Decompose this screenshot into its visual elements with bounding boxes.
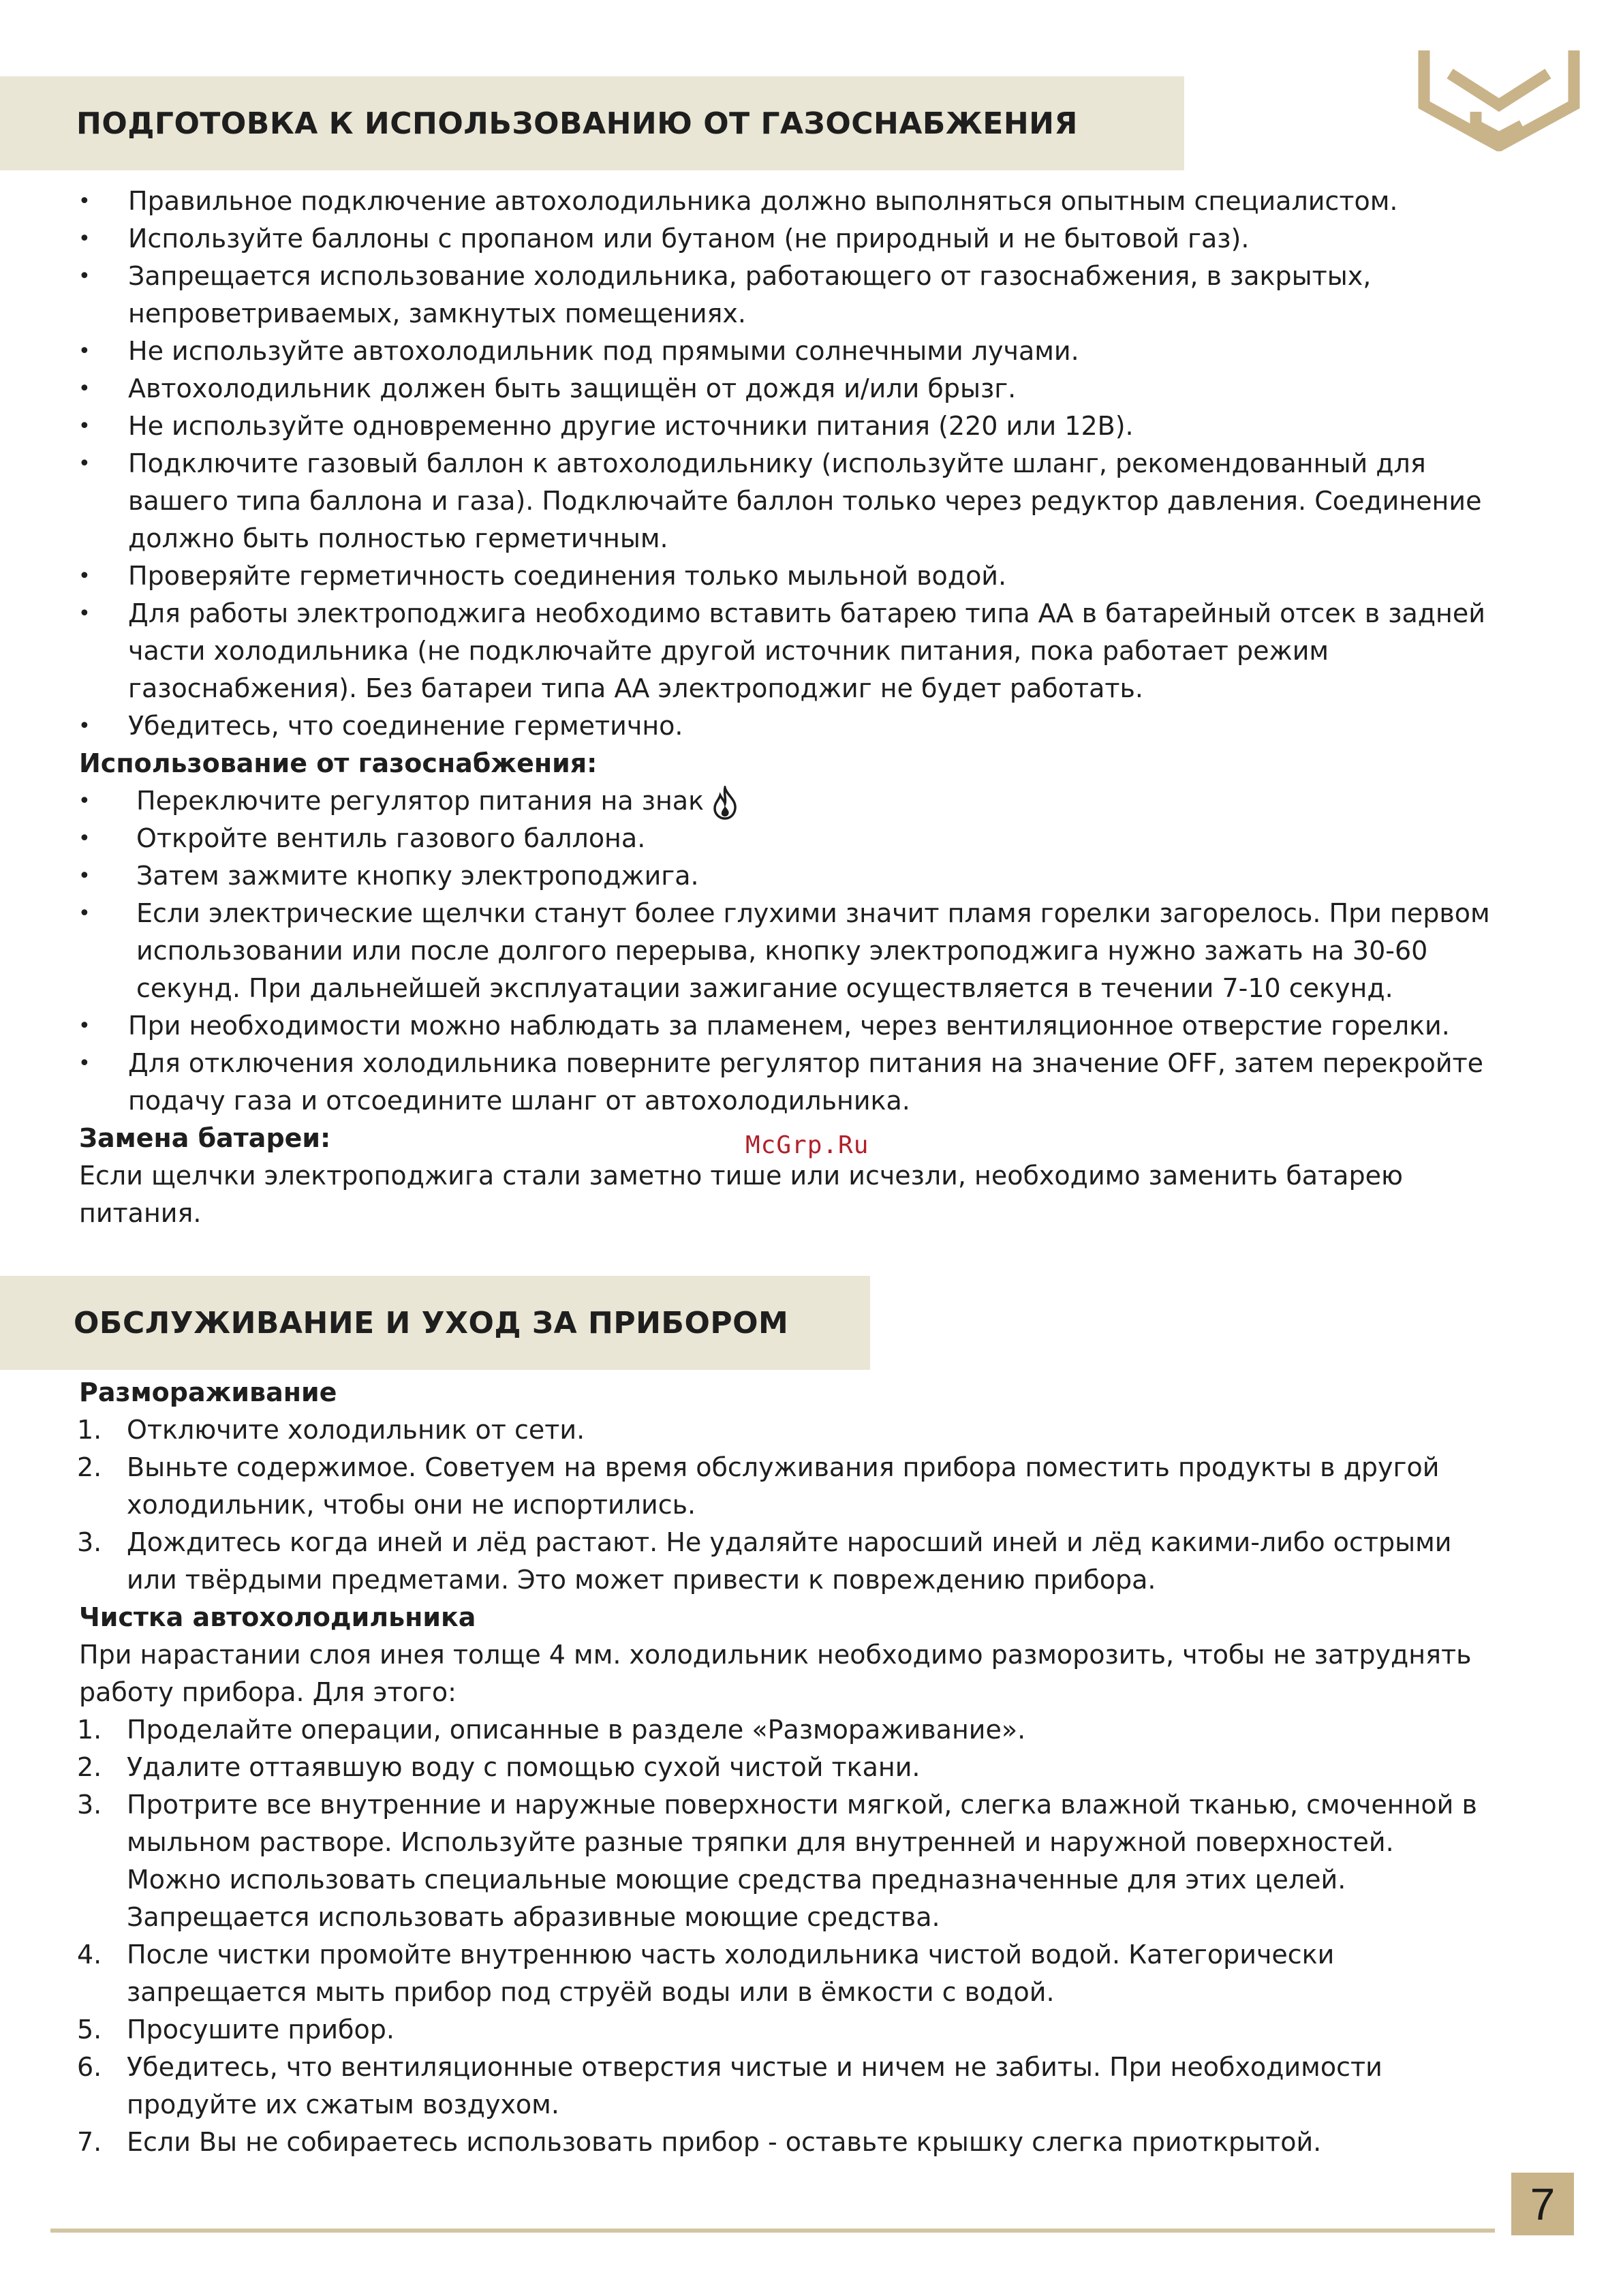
cleaning-step-marker: 1. bbox=[77, 1715, 102, 1745]
defrost-step-text: Дождитесь когда иней и лёд растают. Не удаляйте наросший иней и лёд какими-либо острыми bbox=[127, 1527, 1452, 1557]
cleaning-step-item bbox=[0, 2124, 1623, 2161]
gas-use-bullet-marker: • bbox=[78, 827, 91, 851]
gas-use-bullet-text: Затем зажмите кнопку электроподжига. bbox=[136, 861, 699, 891]
gas-use-bullet-item bbox=[0, 895, 1623, 932]
gas-use-bullet-text: подачу газа и отсоедините шланг от автохолодильника. bbox=[128, 1086, 910, 1116]
defrost-step-text: Отключите холодильник от сети. bbox=[127, 1415, 585, 1445]
gas-prep-bullet-item bbox=[0, 520, 1623, 557]
gas-use-bullet-item bbox=[0, 857, 1623, 895]
gas-prep-bullet-text: непроветриваемых, замкнутых помещениях. bbox=[128, 299, 746, 328]
gas-prep-bullet-text: Правильное подключение автохолодильника должно выполняться опытным специалистом. bbox=[128, 186, 1398, 216]
defrost-step-item bbox=[0, 1561, 1623, 1599]
gas-use-heading bbox=[0, 745, 1623, 782]
defrost-step-item bbox=[0, 1411, 1623, 1449]
brand-logo-icon bbox=[1417, 44, 1581, 151]
cleaning-intro-line: При нарастании слоя инея толще 4 мм. холодильник необходимо разморозить, чтобы не затруднять bbox=[79, 1640, 1472, 1670]
gas-prep-bullet-item bbox=[0, 483, 1623, 520]
gas-prep-bullet-item bbox=[0, 295, 1623, 333]
gas-prep-bullet-text: Проверяйте герметичность соединения только мыльной водой. bbox=[128, 561, 1007, 591]
cleaning-step-text: Просушите прибор. bbox=[127, 2015, 395, 2045]
gas-use-bullet-item bbox=[0, 932, 1623, 970]
gas-prep-bullet-item bbox=[0, 557, 1623, 595]
battery-line: Если щелчки электроподжига стали заметно тише или исчезли, необходимо заменить батарею bbox=[79, 1161, 1403, 1191]
cleaning-intro-line: работу прибора. Для этого: bbox=[79, 1677, 457, 1707]
cleaning-step-item bbox=[0, 2049, 1623, 2086]
cleaning-step-item bbox=[0, 1824, 1623, 1861]
defrost-step-text: холодильник, чтобы они не испортились. bbox=[127, 1490, 696, 1520]
gas-prep-bullet-item bbox=[0, 258, 1623, 295]
cleaning-intro bbox=[0, 1636, 1623, 1674]
gas-use-heading-text: Использование от газоснабжения: bbox=[79, 748, 598, 778]
cleaning-step-marker: 6. bbox=[77, 2052, 102, 2082]
cleaning-step-text: запрещается мыть прибор под струёй воды или в ёмкости с водой. bbox=[127, 1977, 1055, 2007]
gas-use-bullet-marker: • bbox=[78, 1052, 91, 1075]
gas-prep-bullet-text: вашего типа баллона и газа). Подключайте баллон только через редуктор давления. Соединение bbox=[128, 486, 1482, 516]
gas-use-bullet-text: Если электрические щелчки станут более глухими значит пламя горелки загорелось. При первом bbox=[136, 898, 1490, 928]
cleaning-step-text: Удалите оттаявшую воду с помощью сухой чистой ткани. bbox=[127, 1752, 921, 1782]
gas-prep-bullet-text: Для работы электроподжига необходимо вставить батарею типа АА в батарейный отсек в задней bbox=[128, 598, 1485, 628]
gas-prep-bullet-text: Автохолодильник должен быть защищён от дождя и/или брызг. bbox=[128, 373, 1017, 403]
gas-prep-bullet-text: части холодильника (не подключайте другой источник питания, пока работает режим bbox=[128, 636, 1329, 666]
gas-prep-bullet-text: Не используйте одновременно другие источники питания (220 или 12В). bbox=[128, 411, 1134, 441]
gas-use-bullet-item bbox=[0, 782, 1623, 820]
gas-use-bullet-item bbox=[0, 820, 1623, 857]
footer-divider bbox=[50, 2229, 1495, 2233]
cleaning-intro bbox=[0, 1674, 1623, 1711]
gas-prep-bullet-marker: • bbox=[78, 377, 91, 401]
battery-heading-text: Замена батареи: bbox=[79, 1123, 331, 1153]
cleaning-step-item bbox=[0, 1899, 1623, 1936]
gas-prep-bullet-marker: • bbox=[78, 414, 91, 438]
gas-prep-bullet-item bbox=[0, 632, 1623, 670]
watermark: McGrp.Ru bbox=[745, 1131, 869, 1159]
battery-text bbox=[0, 1157, 1623, 1195]
gas-use-bullet-marker: • bbox=[78, 789, 91, 813]
gas-use-bullet-marker: • bbox=[78, 1014, 91, 1038]
defrost-step-text: или твёрдыми предметами. Это может привести к повреждению прибора. bbox=[127, 1565, 1156, 1595]
gas-prep-bullet-text: газоснабжения). Без батареи типа АА электроподжиг не будет работать. bbox=[128, 673, 1143, 703]
gas-use-bullet-text: секунд. При дальнейшей эксплуатации зажигание осуществляется в течении 7-10 секунд. bbox=[136, 973, 1393, 1003]
gas-use-bullet-text: использовании или после долгого перерыва, кнопку электроподжига нужно зажать на 30-60 bbox=[136, 936, 1428, 966]
gas-prep-bullet-item bbox=[0, 670, 1623, 707]
defrost-step-text: Выньте содержимое. Советуем на время обслуживания прибора поместить продукты в другой bbox=[127, 1452, 1440, 1482]
cleaning-step-item bbox=[0, 1749, 1623, 1786]
cleaning-step-text: Убедитесь, что вентиляционные отверстия чистые и ничем не забиты. При необходимости bbox=[127, 2052, 1382, 2082]
gas-prep-bullet-marker: • bbox=[78, 564, 91, 588]
cleaning-step-marker: 7. bbox=[77, 2127, 102, 2157]
cleaning-step-item bbox=[0, 2011, 1623, 2049]
cleaning-step-text: мыльном растворе. Используйте разные тряпки для внутренней и наружной поверхностей. bbox=[127, 1827, 1394, 1857]
gas-prep-bullet-text: Подключите газовый баллон к автохолодильнику (используйте шланг, рекомендованный для bbox=[128, 448, 1426, 478]
gas-prep-bullet-item bbox=[0, 370, 1623, 408]
battery-text bbox=[0, 1195, 1623, 1232]
cleaning-step-text: Запрещается использовать абразивные моющие средства. bbox=[127, 1902, 940, 1932]
page-number: 7 bbox=[1511, 2173, 1574, 2235]
defrost-heading bbox=[0, 1374, 1623, 1411]
cleaning-step-item bbox=[0, 1974, 1623, 2011]
gas-prep-bullet-item bbox=[0, 408, 1623, 445]
gas-use-bullet-item bbox=[0, 1045, 1623, 1082]
gas-prep-bullet-text: Запрещается использование холодильника, работающего от газоснабжения, в закрытых, bbox=[128, 261, 1372, 291]
section-title-care: ОБСЛУЖИВАНИЕ И УХОД ЗА ПРИБОРОМ bbox=[74, 1305, 789, 1341]
gas-prep-bullet-item bbox=[0, 220, 1623, 258]
gas-use-bullet-text: Для отключения холодильника поверните регулятор питания на значение OFF, затем перекройте bbox=[128, 1048, 1484, 1078]
section-title-gas: ПОДГОТОВКА К ИСПОЛЬЗОВАНИЮ ОТ ГАЗОСНАБЖЕНИЯ bbox=[76, 106, 1078, 141]
gas-use-bullet-marker: • bbox=[78, 864, 91, 888]
gas-prep-bullet-item bbox=[0, 333, 1623, 370]
gas-prep-bullet-item bbox=[0, 445, 1623, 483]
gas-use-bullet-item bbox=[0, 970, 1623, 1007]
gas-prep-bullet-marker: • bbox=[78, 227, 91, 251]
gas-prep-bullet-text: Убедитесь, что соединение герметично. bbox=[128, 711, 683, 741]
cleaning-step-item bbox=[0, 2086, 1623, 2124]
gas-prep-bullet-marker: • bbox=[78, 339, 91, 363]
gas-use-bullet-item bbox=[0, 1082, 1623, 1120]
gas-use-bullet-text: При необходимости можно наблюдать за пламенем, через вентиляционное отверстие горелки. bbox=[128, 1011, 1450, 1041]
flame-icon bbox=[711, 786, 739, 820]
cleaning-step-text: После чистки промойте внутреннюю часть холодильника чистой водой. Категорически bbox=[127, 1940, 1335, 1970]
defrost-heading-text: Размораживание bbox=[79, 1377, 337, 1407]
battery-line: питания. bbox=[79, 1198, 202, 1228]
gas-use-bullet-text: Откройте вентиль газового баллона. bbox=[136, 823, 646, 853]
gas-prep-bullet-marker: • bbox=[78, 264, 91, 288]
section-header-gas bbox=[0, 76, 1184, 170]
cleaning-step-text: Если Вы не собираетесь использовать прибор - оставьте крышку слегка приоткрытой. bbox=[127, 2127, 1322, 2157]
cleaning-step-marker: 4. bbox=[77, 1940, 102, 1970]
cleaning-step-marker: 5. bbox=[77, 2015, 102, 2045]
cleaning-step-text: Проделайте операции, описанные в разделе «Размораживание». bbox=[127, 1715, 1026, 1745]
gas-prep-bullet-marker: • bbox=[78, 714, 91, 738]
cleaning-step-item bbox=[0, 1711, 1623, 1749]
gas-prep-bullet-item bbox=[0, 183, 1623, 220]
defrost-step-marker: 3. bbox=[77, 1527, 102, 1557]
cleaning-heading-text: Чистка автохолодильника bbox=[79, 1602, 476, 1632]
cleaning-step-text: Протрите все внутренние и наружные поверхности мягкой, слегка влажной тканью, смоченной в bbox=[127, 1790, 1477, 1820]
gas-use-bullet-marker: • bbox=[78, 902, 91, 925]
gas-use-bullet-text: Переключите регулятор питания на знак bbox=[136, 782, 739, 820]
gas-prep-bullet-marker: • bbox=[78, 452, 91, 476]
defrost-step-marker: 2. bbox=[77, 1452, 102, 1482]
gas-use-bullet-item bbox=[0, 1007, 1623, 1045]
gas-prep-bullet-text: Не используйте автохолодильник под прямыми солнечными лучами. bbox=[128, 336, 1079, 366]
cleaning-heading bbox=[0, 1599, 1623, 1636]
gas-prep-bullet-marker: • bbox=[78, 602, 91, 626]
gas-prep-bullet-text: Используйте баллоны с пропаном или бутаном (не природный и не бытовой газ). bbox=[128, 224, 1250, 254]
cleaning-step-item bbox=[0, 1861, 1623, 1899]
cleaning-step-marker: 2. bbox=[77, 1752, 102, 1782]
cleaning-step-item bbox=[0, 1786, 1623, 1824]
gas-prep-bullet-item bbox=[0, 707, 1623, 745]
cleaning-step-marker: 3. bbox=[77, 1790, 102, 1820]
cleaning-step-text: Можно использовать специальные моющие средства предназначенные для этих целей. bbox=[127, 1865, 1346, 1895]
section-header-care bbox=[0, 1276, 870, 1370]
defrost-step-item bbox=[0, 1449, 1623, 1486]
gas-prep-bullet-marker: • bbox=[78, 189, 91, 213]
gas-prep-bullet-text: должно быть полностью герметичным. bbox=[128, 523, 668, 553]
gas-prep-bullet-item bbox=[0, 595, 1623, 632]
cleaning-step-item bbox=[0, 1936, 1623, 1974]
defrost-step-item bbox=[0, 1524, 1623, 1561]
defrost-step-item bbox=[0, 1486, 1623, 1524]
cleaning-step-text: продуйте их сжатым воздухом. bbox=[127, 2090, 559, 2119]
defrost-step-marker: 1. bbox=[77, 1415, 102, 1445]
